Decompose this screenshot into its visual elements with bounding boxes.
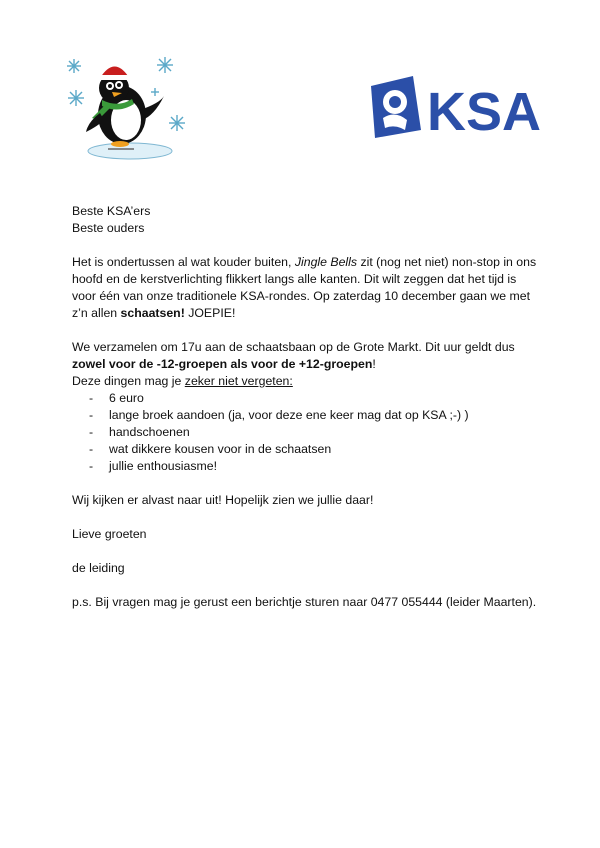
paragraph-meeting: We verzamelen om 17u aan de schaatsbaan op de Grote Markt. Dit uur geldt dus zowel voor de -12-groepen als voor de +12-groepen!	[72, 340, 515, 371]
ksa-logo	[365, 72, 540, 142]
list-item: - wat dikkere kousen voor in de schaatsen	[72, 441, 542, 458]
list-item: - 6 euro	[72, 390, 542, 407]
svg-text:KSA: KSA	[427, 82, 540, 142]
list-item: - handschoenen	[72, 424, 542, 441]
paragraph-intro: Het is ondertussen al wat kouder buiten, Jingle Bells zit (nog net niet) non-stop in ons hoofd en de kerstverlichting flikkert langs alle kanten. Dit wilt zeggen dat het tijd is voor één van onze traditionele KSA-rondes. Op zaterdag 10 december gaan we met z’n allen schaatsen! JOEPIE!	[72, 255, 537, 320]
penguin-illustration	[62, 48, 192, 163]
greeting-line: Beste ouders	[72, 221, 145, 235]
paragraph-closing: Wij kijken er alvast naar uit! Hopelijk zien we jullie daar!	[72, 493, 374, 507]
closing-greeting: Lieve groeten	[72, 527, 147, 541]
list-intro: Deze dingen mag je zeker niet vergeten:	[72, 374, 293, 388]
list-item: - lange broek aandoen (ja, voor deze ene keer mag dat op KSA ;-) )	[72, 407, 542, 424]
list-item: - jullie enthousiasme!	[72, 458, 542, 475]
postscript: p.s. Bij vragen mag je gerust een berichtje sturen naar 0477 055444 (leider Maarten).	[72, 595, 537, 609]
greeting-line: Beste KSA’ers	[72, 204, 151, 218]
checklist	[72, 390, 542, 475]
letter-body	[72, 203, 542, 611]
signature: de leiding	[72, 561, 125, 575]
